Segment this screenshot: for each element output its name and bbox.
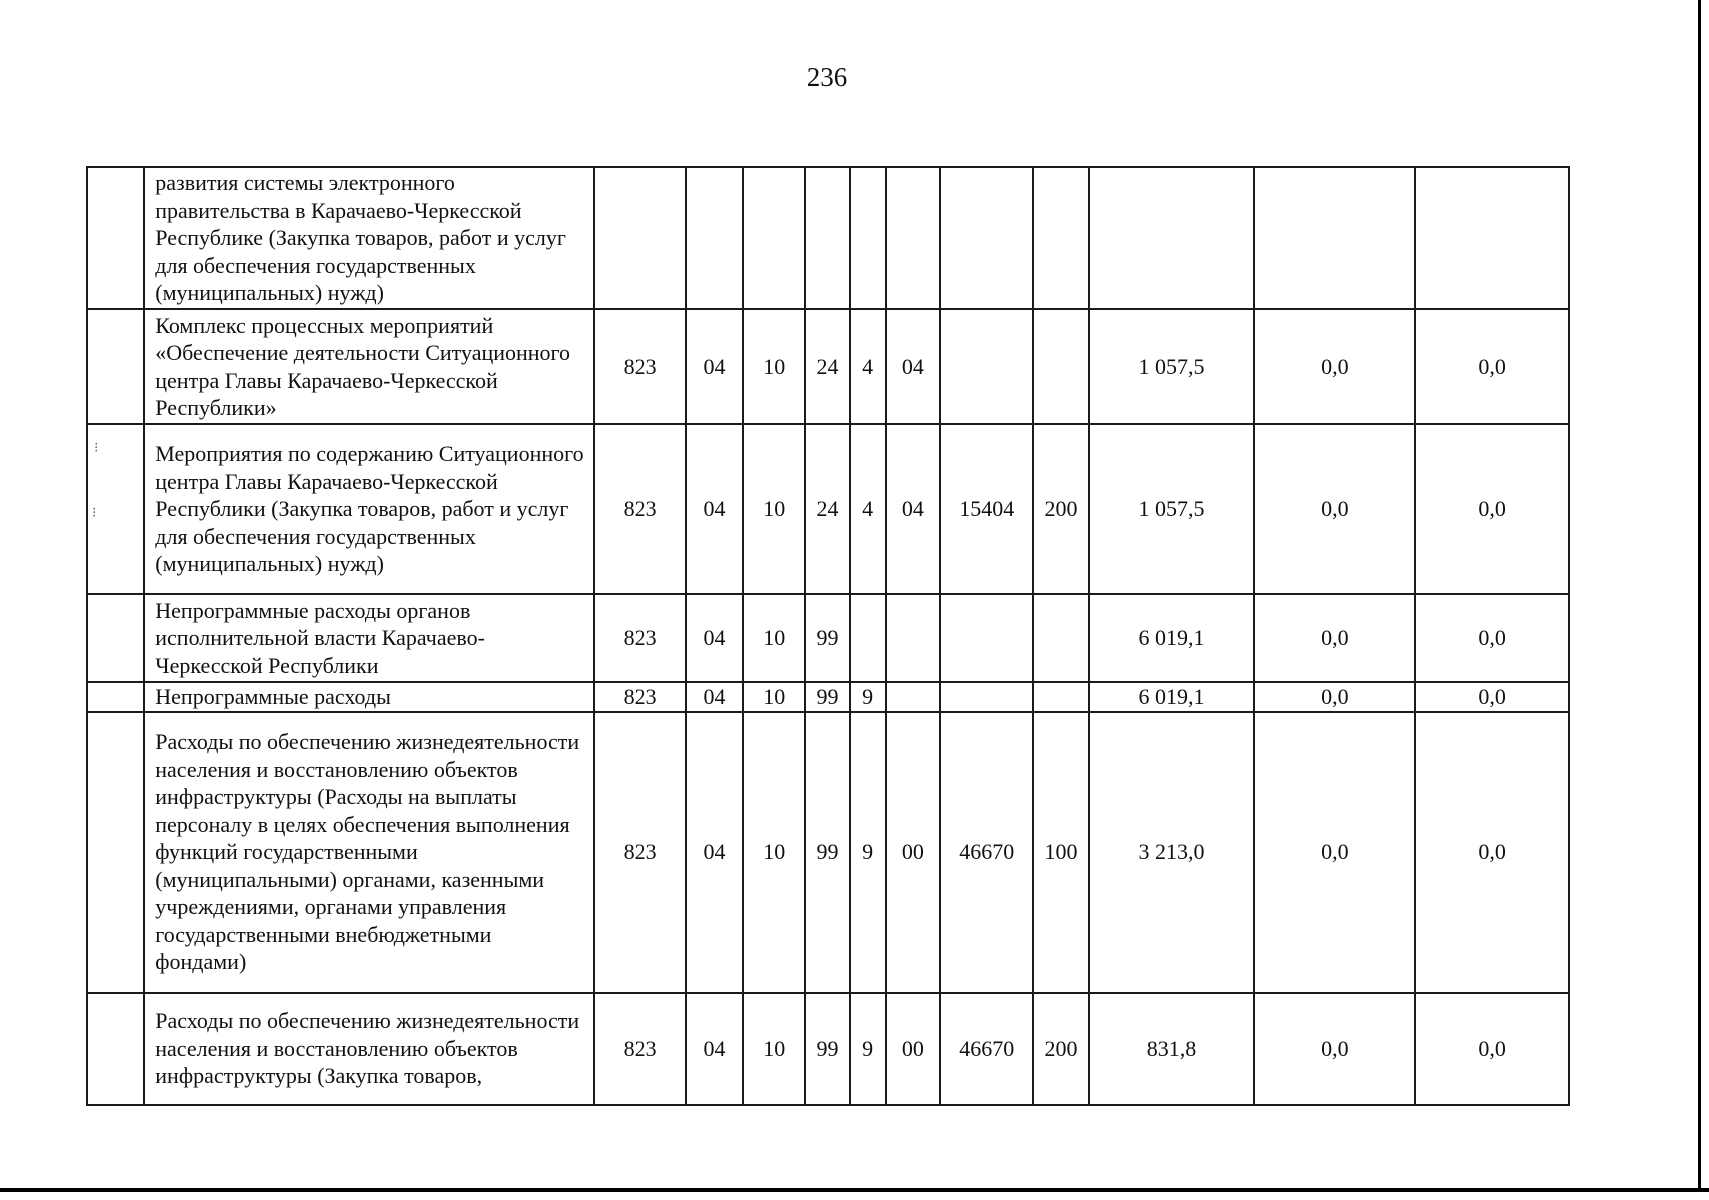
csr-subprogram-cell (886, 682, 940, 712)
pr-cell (743, 167, 805, 309)
csr-direction-cell (940, 682, 1033, 712)
rz-cell: 04 (686, 309, 743, 424)
sum-year1-cell: 1 057,5 (1089, 424, 1255, 594)
row-number-cell (87, 993, 144, 1105)
ved-cell (594, 167, 685, 309)
ved-cell: 823 (594, 424, 685, 594)
csr-type-cell (850, 167, 886, 309)
ved-cell: 823 (594, 712, 685, 993)
rz-cell: 04 (686, 712, 743, 993)
pr-cell: 10 (743, 682, 805, 712)
row-number-cell (87, 682, 144, 712)
csr-subprogram-cell (886, 167, 940, 309)
sum-year2-cell (1254, 167, 1415, 309)
vr-cell (1033, 167, 1088, 309)
scan-artifact-mark: ⁝ (92, 506, 97, 521)
csr-direction-cell: 46670 (940, 712, 1033, 993)
row-number-cell (87, 594, 144, 682)
sum-year1-cell: 6 019,1 (1089, 682, 1255, 712)
sum-year1-cell: 6 019,1 (1089, 594, 1255, 682)
sum-year2-cell: 0,0 (1254, 424, 1415, 594)
sum-year3-cell: 0,0 (1415, 424, 1569, 594)
sum-year1-cell: 831,8 (1089, 993, 1255, 1105)
csr-program-cell: 99 (805, 594, 849, 682)
row-number-cell (87, 309, 144, 424)
csr-subprogram-cell: 00 (886, 712, 940, 993)
budget-table (86, 166, 1570, 1106)
sum-year2-cell: 0,0 (1254, 712, 1415, 993)
rz-cell: 04 (686, 993, 743, 1105)
row-number-cell (87, 167, 144, 309)
pr-cell: 10 (743, 309, 805, 424)
scan-edge-bottom (0, 1188, 1709, 1192)
row-number-cell (87, 712, 144, 993)
sum-year2-cell: 0,0 (1254, 594, 1415, 682)
sum-year3-cell: 0,0 (1415, 309, 1569, 424)
description-cell: Расходы по обеспечению жизнедеятельности населения и восстановлению объектов инфраструктуры (Закупка товаров, (144, 993, 594, 1105)
sum-year1-cell: 3 213,0 (1089, 712, 1255, 993)
description-cell: развития системы электронного правительства в Карачаево-Черкесской Республике (Закупка товаров, работ и услуг для обеспечения государственных (муниципальных) нужд) (144, 167, 594, 309)
csr-program-cell: 99 (805, 712, 849, 993)
csr-type-cell (850, 594, 886, 682)
table-row (87, 594, 1569, 682)
description-cell: Мероприятия по содержанию Ситуационного центра Главы Карачаево-Черкесской Республики (Закупка товаров, работ и услуг для обеспечения государственных (муниципальных) нужд) (144, 424, 594, 594)
csr-direction-cell: 46670 (940, 993, 1033, 1105)
budget-table-container (86, 166, 1570, 1106)
ved-cell: 823 (594, 993, 685, 1105)
csr-program-cell (805, 167, 849, 309)
csr-type-cell: 9 (850, 682, 886, 712)
sum-year1-cell (1089, 167, 1255, 309)
vr-cell (1033, 682, 1088, 712)
description-cell: Непрограммные расходы (144, 682, 594, 712)
table-row (87, 682, 1569, 712)
page-number: 236 (806, 62, 848, 92)
table-row (87, 712, 1569, 993)
scan-artifact-mark: ⁝ (94, 441, 99, 456)
description-cell: Комплекс процессных мероприятий «Обеспечение деятельности Ситуационного центра Главы Карачаево-Черкесской Республики» (144, 309, 594, 424)
description-cell: Непрограммные расходы органов исполнительной власти Карачаево-Черкесской Республики (144, 594, 594, 682)
csr-subprogram-cell: 04 (886, 309, 940, 424)
csr-type-cell: 4 (850, 309, 886, 424)
table-row (87, 993, 1569, 1105)
ved-cell: 823 (594, 594, 685, 682)
csr-type-cell: 4 (850, 424, 886, 594)
sum-year2-cell: 0,0 (1254, 309, 1415, 424)
pr-cell: 10 (743, 424, 805, 594)
sum-year1-cell: 1 057,5 (1089, 309, 1255, 424)
csr-type-cell: 9 (850, 993, 886, 1105)
csr-type-cell: 9 (850, 712, 886, 993)
scan-edge-right (1698, 0, 1701, 1192)
csr-direction-cell (940, 167, 1033, 309)
ved-cell: 823 (594, 309, 685, 424)
rz-cell: 04 (686, 594, 743, 682)
vr-cell: 200 (1033, 993, 1088, 1105)
sum-year2-cell: 0,0 (1254, 682, 1415, 712)
sum-year3-cell (1415, 167, 1569, 309)
vr-cell: 100 (1033, 712, 1088, 993)
sum-year3-cell: 0,0 (1415, 993, 1569, 1105)
pr-cell: 10 (743, 993, 805, 1105)
vr-cell: 200 (1033, 424, 1088, 594)
rz-cell: 04 (686, 424, 743, 594)
sum-year3-cell: 0,0 (1415, 682, 1569, 712)
vr-cell (1033, 309, 1088, 424)
pr-cell: 10 (743, 712, 805, 993)
csr-program-cell: 24 (805, 309, 849, 424)
description-cell: Расходы по обеспечению жизнедеятельности населения и восстановлению объектов инфраструктуры (Расходы на выплаты персоналу в целях обеспечения выполнения функций государственными (муниципальными) органами, казенными учреждениями, органами управления государственными внебюджетными фондами) (144, 712, 594, 993)
csr-program-cell: 99 (805, 993, 849, 1105)
rz-cell (686, 167, 743, 309)
vr-cell (1033, 594, 1088, 682)
csr-subprogram-cell: 04 (886, 424, 940, 594)
pr-cell: 10 (743, 594, 805, 682)
csr-program-cell: 99 (805, 682, 849, 712)
rz-cell: 04 (686, 682, 743, 712)
csr-subprogram-cell (886, 594, 940, 682)
sum-year3-cell: 0,0 (1415, 712, 1569, 993)
csr-subprogram-cell: 00 (886, 993, 940, 1105)
sum-year2-cell: 0,0 (1254, 993, 1415, 1105)
table-row (87, 167, 1569, 309)
sum-year3-cell: 0,0 (1415, 594, 1569, 682)
ved-cell: 823 (594, 682, 685, 712)
csr-direction-cell (940, 309, 1033, 424)
csr-direction-cell (940, 594, 1033, 682)
csr-program-cell: 24 (805, 424, 849, 594)
csr-direction-cell: 15404 (940, 424, 1033, 594)
table-row (87, 309, 1569, 424)
table-row (87, 424, 1569, 594)
